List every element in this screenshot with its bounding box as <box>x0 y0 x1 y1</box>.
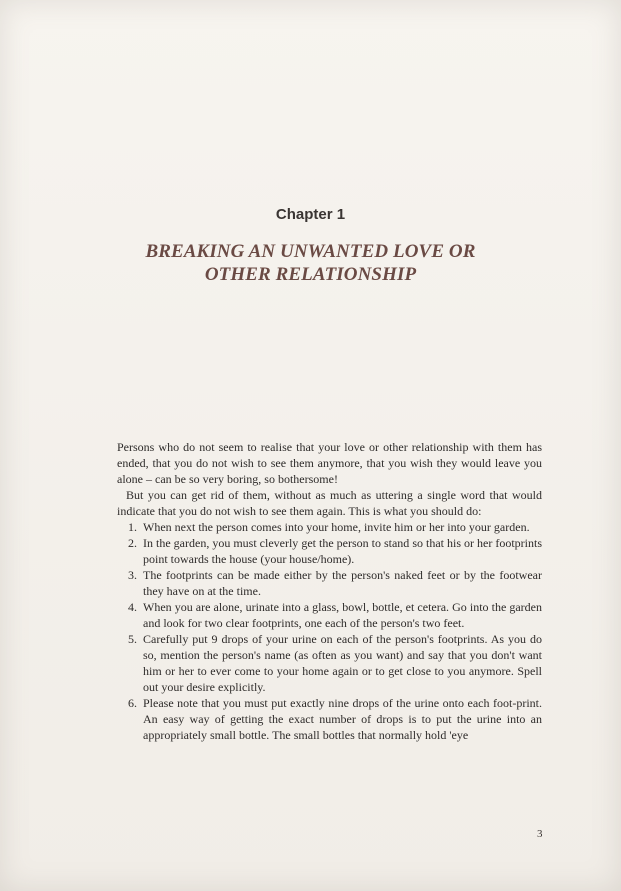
list-item <box>117 599 542 631</box>
list-item <box>117 695 542 743</box>
chapter-title <box>0 240 621 286</box>
chapter-title-line-2: OTHER RELATIONSHIP <box>204 264 417 285</box>
step-number: 3. <box>128 568 137 582</box>
step-text: The footprints can be made either by the person's naked feet or by the footwear they have on at the time. <box>143 568 542 598</box>
step-text: When next the person comes into your home, invite him or her into your garden. <box>143 520 530 534</box>
step-number: 5. <box>128 632 137 646</box>
chapter-label: Chapter 1 <box>275 206 346 223</box>
intro-paragraph-1: Persons who do not seem to realise that your love or other relationship with them has ended, that you do not wish to see them anymore, that you wish they would leave you alone – can be so very boring, so bothersome! <box>117 440 542 486</box>
page-number: 3 <box>537 828 543 840</box>
step-text: In the garden, you must cleverly get the person to stand so that his or her footprints point towards the house (your house/home). <box>143 536 542 566</box>
intro-paragraph-2: But you can get rid of them, without as much as uttering a single word that would indicate that you do not wish to see them again. This is what you should do: <box>117 488 542 518</box>
body-text <box>117 439 542 743</box>
step-text: Please note that you must put exactly nine drops of the urine onto each foot-print. An easy way of getting the exact number of drops is to put the urine into an appropriately small bottle. The small bottles that normally hold 'eye <box>143 696 542 742</box>
step-number: 4. <box>128 600 137 614</box>
step-number: 6. <box>128 696 137 710</box>
step-number: 2. <box>128 536 137 550</box>
list-item <box>117 567 542 599</box>
step-text: Carefully put 9 drops of your urine on each of the person's footprints. As you do so, mention the person's name (as often as you want) and say that you don't want him or her to ever come to your home again or to get close to you anymore. Spell out your desire explicitly. <box>143 632 542 694</box>
step-number: 1. <box>128 520 137 534</box>
chapter-title-line-1: BREAKING AN UNWANTED LOVE OR <box>145 241 476 262</box>
list-item <box>117 535 542 567</box>
steps-list <box>117 519 542 743</box>
list-item <box>117 631 542 695</box>
step-text: When you are alone, urinate into a glass, bowl, bottle, et cetera. Go into the garden and look for two clear footprints, one each of the person's two feet. <box>143 600 542 630</box>
list-item <box>117 519 542 535</box>
